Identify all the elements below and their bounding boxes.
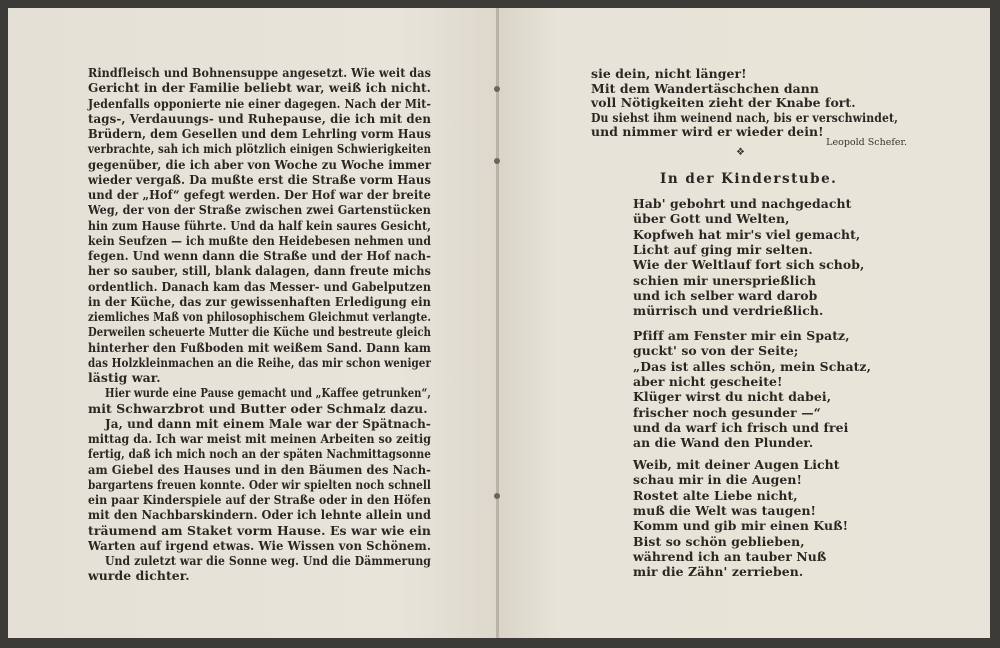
text-line: Derweilen scheuerte Mutter die Küche und bestreute gleich [88, 324, 431, 340]
stanza-line: Klüger wirst du nicht dabei, [633, 389, 832, 405]
stanza-line: und da warf ich frisch und frei [633, 419, 849, 435]
stanza-line: an die Wand den Plunder. [633, 435, 814, 451]
binding-hole [494, 86, 500, 92]
text-line: hin zum Hause führte. Und da half kein saures Gesicht, [88, 217, 431, 233]
stanza-line: muß die Welt was taugen! [633, 502, 817, 518]
text-line: Jedenfalls opponierte nie einer dagegen. Nach der Mit- [88, 95, 431, 111]
text-line: träumend am Staket vorm Hause. Es war wie ein [88, 522, 431, 538]
stanza-line: frischer noch gesunder —“ [633, 404, 821, 420]
text-line: Weg, der von der Straße zwischen zwei Gartenstücken [88, 202, 431, 218]
text-line: Ja, und dann mit einem Male war der Spätnach- [105, 415, 431, 431]
text-line: ziemliches Maß von philosophischem Gleichmut verlangte. [88, 309, 432, 324]
stanza-line: während ich an tauber Nuß [633, 548, 827, 564]
stanza-line: Weib, mit deiner Augen Licht [633, 457, 840, 472]
text-line: kein Seufzen — ich mußte den Heidebesen nehmen und [88, 232, 431, 248]
text-line: am Giebel des Hauses und in den Bäumen des Nach- [88, 461, 431, 477]
text-line: mittag da. Ich war meist mit meinen Arbeiten so zeitig [88, 431, 432, 446]
stanza-line: Wie der Weltlauf fort sich schob, [633, 257, 865, 273]
stanza-line: Rostet alte Liebe nicht, [633, 487, 798, 503]
stanza-line: schau mir in die Augen! [633, 472, 803, 488]
stanza-line: Kopfweh hat mir's viel gemacht, [633, 226, 861, 242]
text-line: das Holzkleinmachen an die Reihe, das mir schon weniger [88, 354, 432, 370]
poem-line: sie dein, nicht länger! [591, 66, 747, 81]
stanza-line: Pfiff am Fenster mir ein Spatz, [633, 328, 850, 343]
poem-line: Mit dem Wandertäschchen dann [591, 80, 819, 96]
text-line: Und zuletzt war die Sonne weg. Und die Dämmerung [105, 553, 431, 568]
stanza-line: Hab' gebohrt und nachgedacht [633, 196, 852, 211]
stanza-line: über Gott und Welten, [633, 211, 790, 227]
text-line: verbrachte, sah ich mich plötzlich einigen Schwierigkeiten [88, 141, 432, 157]
poem-line: und nimmer wird er wieder dein! [591, 124, 824, 140]
poem-line: Du siehst ihm weinend nach, bis er verschwindet, [591, 109, 898, 125]
ornament-icon: ❖ [736, 147, 745, 158]
poem-line: voll Nötigkeiten zieht der Knabe fort. [591, 95, 856, 111]
text-line: in der Küche, das zur gewissenhaften Erledigung ein [88, 293, 431, 309]
text-line: fegen. Und wenn dann die Straße und der Hof nach- [88, 248, 431, 263]
text-line: Hier wurde eine Pause gemacht und „Kaffee getrunken“, [105, 385, 432, 401]
page-fold [496, 8, 499, 638]
text-line: ein paar Kinderspiele auf der Straße oder in den Höfen [88, 492, 432, 507]
text-line: und der „Hof“ gefegt werden. Der Hof war der breite [88, 187, 432, 202]
text-line: bargartens freuen konnte. Oder wir spielten noch schnell [88, 476, 432, 492]
stanza-line: mürrisch und verdrießlich. [633, 303, 824, 319]
binding-hole [494, 493, 500, 499]
text-line: hinterher den Fußboden mit weißem Sand. Dann kam [88, 339, 431, 355]
stanza-line: mir die Zähn' zerrieben. [633, 564, 804, 580]
text-line: wurde dichter. [88, 568, 190, 584]
poem-title: In der Kinderstube. [660, 171, 838, 187]
text-line: mit Schwarzbrot und Butter oder Schmalz dazu. [88, 400, 428, 416]
text-line: tags-, Verdauungs- und Ruhepause, die ich mit den [88, 110, 431, 126]
text-line: Gericht in der Familie beliebt war, weiß ich nicht. [88, 80, 431, 96]
text-line: Warten auf irgend etwas. Wie Wissen von Schönem. [88, 537, 432, 553]
binding-hole [494, 158, 500, 164]
text-line: Rindfleisch und Bohnensuppe angesetzt. Wie weit das [88, 65, 431, 80]
text-line: gegenüber, die ich aber von Woche zu Woche immer [88, 156, 432, 172]
stanza-line: Bist so schön geblieben, [633, 533, 805, 549]
stanza-line: Licht auf ging mir selten. [633, 241, 813, 257]
text-line: ordentlich. Danach kam das Messer- und Gabelputzen [88, 278, 432, 294]
text-line: fertig, daß ich mich noch an der späten Nachmittagsonne [88, 446, 431, 462]
text-line: lästig war. [88, 370, 161, 385]
text-line: her so sauber, still, blank dalagen, dann freute michs [88, 263, 431, 279]
stanza-line: aber nicht gescheite! [633, 373, 783, 389]
text-line: Brüdern, dem Gesellen und dem Lehrling vorm Haus [88, 126, 432, 141]
stanza-line: schien mir unersprießlich [633, 272, 817, 288]
text-line: wieder vergaß. Da mußte erst die Straße vorm Haus [88, 171, 432, 187]
stanza-line: guckt' so von der Seite; [633, 343, 799, 359]
text-line: mit den Nachbarskindern. Oder ich lehnte allein und [88, 507, 432, 523]
stanza-line: und ich selber ward darob [633, 287, 818, 303]
stanza-line: Komm und gib mir einen Kuß! [633, 518, 849, 534]
poem-author: Leopold Schefer. [826, 137, 907, 148]
stanza-line: „Das ist alles schön, mein Schatz, [633, 358, 871, 374]
